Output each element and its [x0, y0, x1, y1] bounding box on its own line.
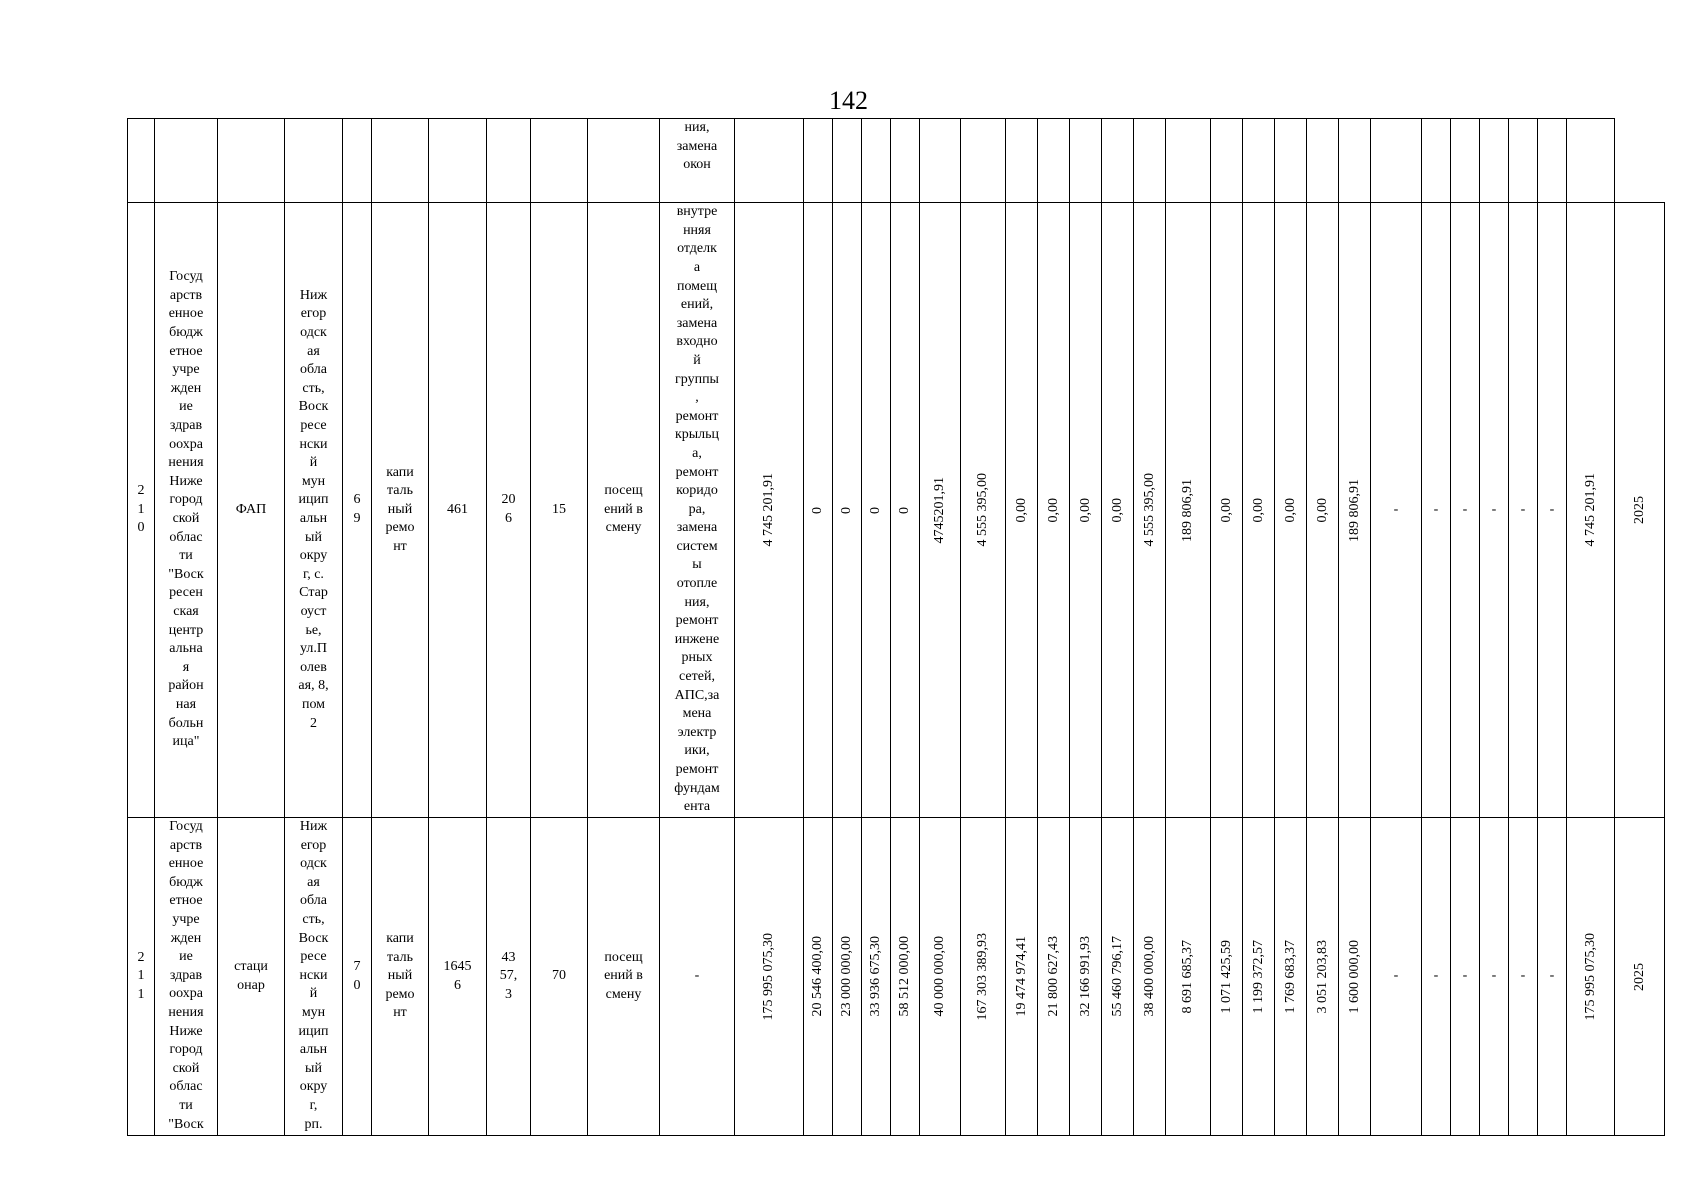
value-cell: 1 199 372,57	[1243, 818, 1275, 1136]
works-continuation: ния, замена окон	[660, 119, 735, 203]
value-cell: 0	[804, 203, 833, 818]
value-cell: 38 400 000,00	[1134, 818, 1166, 1136]
address-cell: Ниж егор одск ая обла сть, Воск ресе нски й мун ицип альн ый окру г, рп.	[285, 818, 343, 1136]
institution-cell: Госуд арств енное бюдж етное учре жден ие здрав оохра нения Ниже город ской облас ти "Воск ресен ская центр альна я район ная больн ица"	[155, 203, 218, 818]
unit-cell: посещ ений в смену	[588, 203, 660, 818]
value-cell: 167 303 389,93	[961, 818, 1006, 1136]
value-cell: 8 691 685,37	[1166, 818, 1211, 1136]
value-cell: 40 000 000,00	[920, 818, 961, 1136]
value-cell: 189 806,91	[1339, 203, 1371, 818]
value-cell: 175 995 075,30	[735, 818, 804, 1136]
value-cell: 0,00	[1307, 203, 1339, 818]
col7-cell: 461	[429, 203, 487, 818]
value-cell: -	[1509, 203, 1538, 818]
value-cell: 0	[862, 203, 891, 818]
capacity-cell: 15	[531, 203, 588, 818]
value-cell: 32 166 991,93	[1070, 818, 1102, 1136]
value-cell: 1 769 683,37	[1275, 818, 1307, 1136]
value-cell: 0	[891, 203, 920, 818]
col5-cell: 7 0	[343, 818, 372, 1136]
data-table	[127, 118, 1665, 1136]
work-kind-cell: капи таль ный ремо нт	[372, 818, 429, 1136]
value-cell: 0,00	[1275, 203, 1307, 818]
value-cell: 33 936 675,30	[862, 818, 891, 1136]
table-row-continuation	[128, 119, 1665, 203]
page-number: 142	[829, 86, 868, 115]
col8-cell: 43 57, 3	[487, 818, 531, 1136]
address-cell: Ниж егор одск ая обла сть, Воск ресе нски й мун ицип альн ый окру г, с. Стар оуст ье, ул.П олев ая, 8, пом 2	[285, 203, 343, 818]
value-cell: 0,00	[1102, 203, 1134, 818]
value-cell: -	[1422, 818, 1451, 1136]
value-cell: 0,00	[1038, 203, 1070, 818]
col8-cell: 20 6	[487, 203, 531, 818]
value-cell: -	[1451, 818, 1480, 1136]
value-cell: 58 512 000,00	[891, 818, 920, 1136]
value-cell: 189 806,91	[1166, 203, 1211, 818]
value-cell: -	[1371, 818, 1422, 1136]
table-row	[128, 818, 1665, 1136]
value-cell: -	[1509, 818, 1538, 1136]
value-cell: 55 460 796,17	[1102, 818, 1134, 1136]
value-cell: 3 051 203,83	[1307, 818, 1339, 1136]
value-cell: -	[1538, 203, 1567, 818]
capacity-cell: 70	[531, 818, 588, 1136]
total-cell: 4 745 201,91	[1567, 203, 1615, 818]
value-cell: 0,00	[1006, 203, 1038, 818]
table-row	[128, 203, 1665, 818]
value-cell: -	[1422, 203, 1451, 818]
value-cell: 21 800 627,43	[1038, 818, 1070, 1136]
value-cell: 0,00	[1243, 203, 1275, 818]
value-cell: 1 600 000,00	[1339, 818, 1371, 1136]
total-cell: 175 995 075,30	[1567, 818, 1615, 1136]
value-cell: 4 745 201,91	[735, 203, 804, 818]
value-cell: 20 546 400,00	[804, 818, 833, 1136]
value-cell: -	[1371, 203, 1422, 818]
facility-type-cell: стаци онар	[218, 818, 285, 1136]
works-cell: -	[660, 818, 735, 1136]
col7-cell: 1645 6	[429, 818, 487, 1136]
institution-cell: Госуд арств енное бюдж етное учре жден ие здрав оохра нения Ниже город ской облас ти "Воск	[155, 818, 218, 1136]
value-cell: 0	[833, 203, 862, 818]
value-cell: 4 555 395,00	[961, 203, 1006, 818]
value-cell: 0,00	[1211, 203, 1243, 818]
row-number: 2 1 0	[128, 203, 155, 818]
value-cell: 23 000 000,00	[833, 818, 862, 1136]
col5-cell: 6 9	[343, 203, 372, 818]
value-cell: -	[1480, 203, 1509, 818]
row-number: 2 1 1	[128, 818, 155, 1136]
works-cell: внутре нняя отделк а помещ ений, замена входно й группы , ремонт крыльц а, ремонт коридо ра, замена систем ы отопле ния, ремонт инжене рных сетей, АПС,за мена электр ики, ремонт фундам ента	[660, 203, 735, 818]
value-cell: 4745201,91	[920, 203, 961, 818]
value-cell: 0,00	[1070, 203, 1102, 818]
year-cell: 2025	[1615, 203, 1665, 818]
value-cell: 1 071 425,59	[1211, 818, 1243, 1136]
work-kind-cell: капи таль ный ремо нт	[372, 203, 429, 818]
facility-type-cell: ФАП	[218, 203, 285, 818]
value-cell: -	[1451, 203, 1480, 818]
value-cell: -	[1480, 818, 1509, 1136]
year-cell: 2025	[1615, 818, 1665, 1136]
value-cell: -	[1538, 818, 1567, 1136]
unit-cell: посещ ений в смену	[588, 818, 660, 1136]
value-cell: 19 474 974,41	[1006, 818, 1038, 1136]
value-cell: 4 555 395,00	[1134, 203, 1166, 818]
